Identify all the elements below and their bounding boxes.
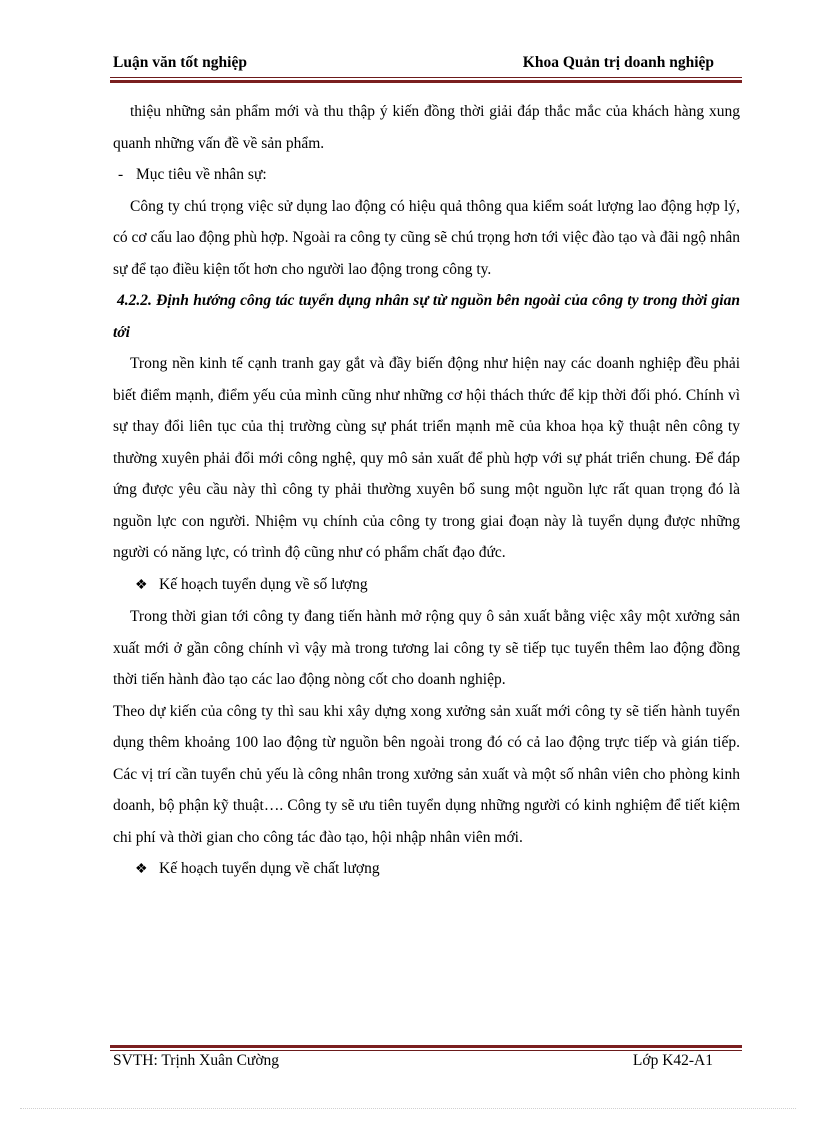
bullet-label: Kế hoạch tuyển dụng về số lượng	[159, 575, 368, 593]
page-boundary	[20, 1108, 796, 1109]
header-faculty-name: Khoa Quản trị doanh nghiệp	[522, 54, 714, 71]
footer-student-name: SVTH: Trịnh Xuân Cường	[113, 1052, 280, 1069]
paragraph-context: Trong nền kinh tế cạnh tranh gay gắt và đầy biến động như hiện nay các doanh nghiệp đều phải biết điểm mạnh, điểm yếu của mình cũng như những cơ hội thách thức để kịp thời đối phó. Chính vì sự thay đổi liên tục của thị trường cùng sự phát triển mạnh mẽ của khoa họa kỹ thuật nên công ty thường xuyên phải đổi mới công nghệ, quy mô sản xuất để phù hợp với sự phát triển chung. Để đáp ứng được yêu cầu này thì công ty phải thường xuyên bổ sung một nguồn lực rất quan trọng đó là nguồn lực con người. Nhiệm vụ chính của công ty trong giai đoạn này là tuyển dụng được những người có năng lực, có trình độ cũng như có phẩm chất đạo đức.	[113, 355, 740, 561]
paragraph-expansion: Trong thời gian tới công ty đang tiến hành mở rộng quy ô sản xuất bằng việc xây một xưởng sản xuất mới ở gần công chính vì vậy mà trong tương lai công ty sẽ tiếp tục tuyển thêm lao động đồng thời tiến hành đào tạo các lao động nòng cốt cho doanh nghiệp.	[113, 608, 740, 688]
page-header	[110, 52, 740, 76]
section-heading-4-2-2: 4.2.2. Định hướng công tác tuyển dụng nhân sự từ nguồn bên ngoài của công ty trong thời gian tới	[113, 292, 740, 341]
header-rule-thick	[110, 80, 742, 83]
diamond-bullet-icon: ❖	[135, 862, 148, 877]
diamond-bullet-icon: ❖	[135, 577, 148, 593]
footer-class-code: Lớp K42-A1	[632, 1052, 713, 1069]
bullet-quantity-plan	[113, 569, 740, 602]
paragraph-recruitment-plan: Theo dự kiến của công ty thì sau khi xây dựng xong xưởng sản xuất mới công ty sẽ tiến hành tuyển dụng thêm khoảng 100 lao động từ nguồn bên ngoài trong đó có cả lao động trực tiếp và gián tiếp. Các vị trí cần tuyển chủ yếu là công nhân trong xưởng sản xuất và một số nhân viên cho phòng kinh doanh, bộ phận kỹ thuật…. Công ty sẽ ưu tiên tuyển dụng những người có kinh nghiệm để tiết kiệm chi phí và thời gian cho công tác đào tạo, hội nhập nhân viên mới.	[113, 702, 740, 846]
bullet-label: Kế hoạch tuyển dụng về chất lượng	[159, 860, 380, 877]
bullet-quality-plan	[113, 853, 740, 886]
footer-rule-thick	[110, 1045, 742, 1048]
paragraph-hr-objective: Công ty chú trọng việc sử dụng lao động có hiệu quả thông qua kiểm soát lượng lao động hợp lý, có cơ cấu lao động phù hợp. Ngoài ra công ty cũng sẽ chú trọng hơn tới việc đào tạo và đãi ngộ nhân sự để tạo điều kiện tốt hơn cho người lao động trong công ty.	[113, 197, 740, 278]
footer-rule-thin	[110, 1050, 742, 1051]
header-rule-thin	[110, 77, 742, 78]
document-body	[113, 96, 740, 886]
dash-marker: -	[118, 166, 124, 183]
page-footer	[113, 1052, 713, 1074]
header-thesis-title: Luận văn tốt nghiệp	[113, 54, 247, 71]
paragraph-intro-continuation: thiệu những sản phẩm mới và thu thập ý kiến đồng thời giải đáp thắc mắc của khách hàng xung quanh những vấn đề về sản phẩm.	[113, 103, 740, 152]
list-item-hr-objective	[113, 159, 740, 191]
list-item-label: Mục tiêu về nhân sự:	[136, 166, 267, 183]
